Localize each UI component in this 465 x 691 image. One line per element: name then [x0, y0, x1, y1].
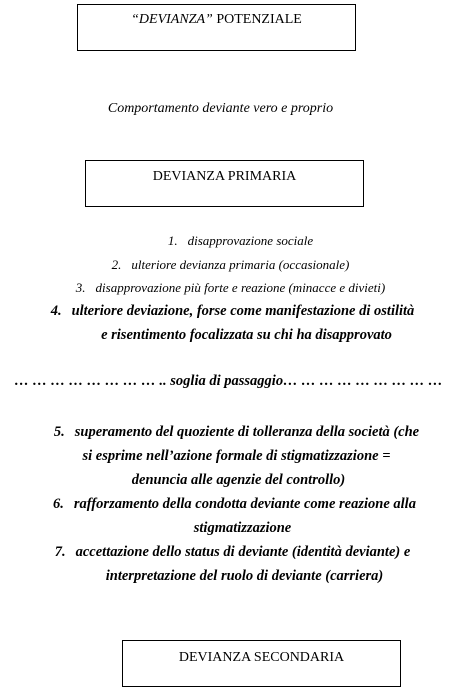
- list-item-5-line1: superamento del quoziente di tolleranza della società (che: [74, 424, 420, 440]
- list-item-2-text: ulteriore devianza primaria (occasionale): [131, 257, 350, 272]
- box-devianza-secondaria-label: DEVIANZA SECONDARIA: [178, 650, 345, 665]
- box-devianza-secondaria: [122, 640, 401, 687]
- list-item-5-line3: denuncia alle agenzie del controllo): [131, 472, 346, 488]
- box-devianza-primaria-label: DEVIANZA PRIMARIA: [152, 169, 297, 184]
- list-item-6-num: 6.: [53, 496, 64, 512]
- box-devianza-primaria: [85, 160, 364, 207]
- list-item-7-line1: accettazione dello status di deviante (identità deviante) e: [75, 544, 411, 560]
- box-devianza-potenziale: [77, 4, 356, 51]
- caption-comportamento: Comportamento deviante vero e proprio: [107, 101, 334, 116]
- list-item-3: [0, 280, 463, 296]
- list-item-7: [0, 544, 465, 561]
- list-item-5-line2: si esprime nell’azione formale di stigmatizzazione =: [82, 448, 391, 464]
- list-item-2: [0, 257, 463, 273]
- list-item-6-line1: rafforzamento della condotta deviante come reazione alla: [73, 496, 416, 512]
- list-item-2-num: 2.: [111, 257, 122, 272]
- list-item-6: [2, 496, 465, 513]
- list-item-3-num: 3.: [75, 280, 86, 295]
- list-item-5-num: 5.: [53, 424, 65, 440]
- list-item-4-line1: ulteriore deviazione, forse come manifestazione di ostilità: [71, 303, 415, 319]
- list-item-1: [8, 233, 465, 249]
- list-item-1-text: disapprovazione sociale: [187, 233, 314, 248]
- list-item-7-num: 7.: [54, 544, 66, 560]
- list-item-7-line2: interpretazione del ruolo di deviante (carriera): [105, 568, 384, 584]
- list-item-3-text: disapprovazione più forte e reazione (minacce e divieti): [95, 280, 386, 295]
- list-item-1-num: 1.: [167, 233, 178, 248]
- list-item-6-line2: stigmatizzazione: [193, 520, 292, 536]
- list-item-4-line2: e risentimento focalizzata su chi ha disapprovato: [101, 327, 392, 343]
- list-item-4: [0, 303, 465, 320]
- list-item-5: [4, 424, 465, 441]
- box-devianza-potenziale-italic: “DEVIANZA”: [131, 12, 213, 27]
- list-item-4-num: 4.: [50, 303, 62, 319]
- box-devianza-potenziale-label: POTENZIALE: [212, 12, 302, 27]
- threshold-line: … … … … … … … … .. soglia di passaggio… … … … … … … … …: [14, 373, 443, 389]
